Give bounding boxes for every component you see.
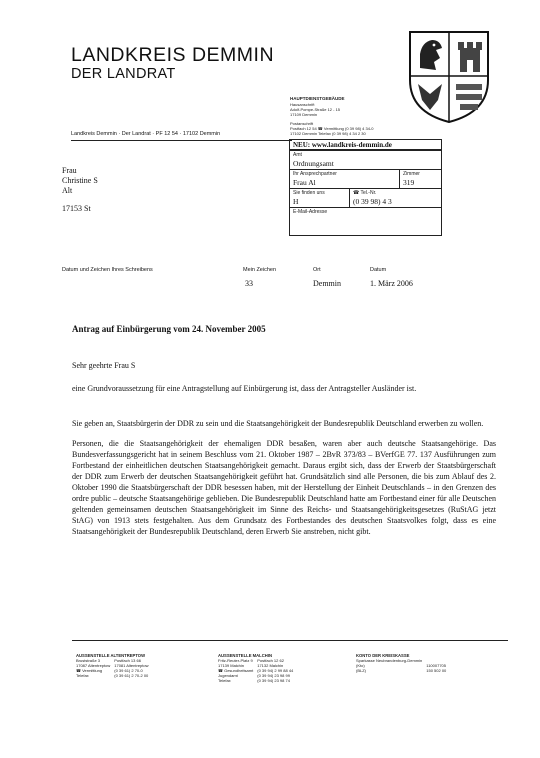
hq-address-line: Adolf-Pompe-Straße 12 - 15: [290, 107, 341, 112]
sender-divider: [71, 140, 292, 141]
salutation: Sehr geehrte Frau S: [72, 361, 136, 370]
footer-cell: (BLZ): [356, 668, 366, 673]
footer-cell: 17139 Malchin: [218, 663, 245, 668]
room-value: 319: [403, 178, 415, 187]
contact-cell: [290, 170, 400, 189]
dept-value: Ordnungsamt: [293, 159, 334, 168]
date-value: 1. März 2006: [370, 279, 413, 288]
your-ref-label: Datum und Zeichen Ihres Schreibens: [62, 267, 153, 273]
footer-cell: ☎ Vermittlung: [76, 668, 103, 673]
my-ref-value: 33: [245, 279, 253, 288]
footer-cell: (0 39 94) 23 98 74: [257, 678, 290, 683]
authority-subtitle: DER LANDRAT: [71, 66, 176, 82]
footer-cell: (Kto): [356, 663, 365, 668]
post-address-line: Postfach 12 54 ☎ Vermittlung (0 39 98) 4 34-0: [290, 126, 374, 131]
place-label: Ort: [313, 267, 321, 273]
footer-divider: [72, 640, 508, 641]
hq-address: [290, 102, 340, 117]
hq-address-title: HAUPTDIENSTGEBÄUDE: [290, 96, 345, 101]
footer-cell: ☎ Gesundheitsamt: [218, 668, 254, 673]
dept-label: Amt: [293, 152, 302, 158]
footer-table: [76, 658, 153, 678]
coat-of-arms-icon: [406, 28, 492, 124]
hq-address-line: 17109 Demmin: [290, 112, 318, 117]
date-label: Datum: [370, 267, 387, 273]
footer-cell: Fritz-Reuter-Platz 9: [218, 658, 253, 663]
recipient-address: [62, 166, 98, 196]
website-label: NEU:: [293, 141, 311, 149]
footer-cell: Postfach 13 66: [114, 658, 141, 663]
footer-cell: Jugendamt: [218, 673, 238, 678]
email-cell: [290, 208, 441, 235]
authority-title: LANDKREIS DEMMIN: [71, 44, 275, 66]
footer-heading: KONTO DER KREISKASSE: [356, 653, 410, 658]
footer-heading: AUSSENSTELLE ALTENTREPTOW: [76, 653, 146, 658]
room-cell: [400, 170, 441, 189]
contact-value: Frau Al: [293, 178, 316, 187]
phone-label: ☎ Tel.-Nr.: [353, 190, 377, 196]
location-cell: [290, 189, 350, 208]
footer-cell: Telefax: [76, 673, 89, 678]
dept-cell: [290, 151, 441, 170]
footer-table: [356, 658, 450, 673]
body-paragraph: Sie geben an, Staatsbürgerin der DDR zu sein und die Staatsangehörigkeit der Bundesrepublik Deutschland erwerben zu wollen.: [72, 419, 484, 428]
body-paragraph: Personen, die die Staatsangehörigkeit der ehemaligen DDR besaßen, waren aber auch deutsche Staatsangehörige. Das Bundesverfassungsgericht hat in seinem Beschluss vom 21. Oktober 1987 – 2BvR 373/83 – BVerfGE 77. 137 Ausführungen zum Fortbestand der einheitlichen deutschen Staatsangehörigkeit gemacht. Daraus ergibt sich, dass der Erwerb der Staatsbürgerschaft der DDR zum Erwerb der deutschen Staatsangehörigkeit geführt hat. Grundsätzlich sind alle Personen, die bis zum Ablauf des 2. Oktober 1990 die Staatsbürgerschaft der DDR besessen haben, mit der Herstellung der Einheit Deutschlands – in den Grenzen des ordre public – deutsche Staatsangehörige geblieben. Die Bundesrepublik Deutschland hatte am Fortbestand einer für alle Deutschen geltenden gemeinsamen deutschen Staatsangehörigkeit im Sinne des Reichs- und Staatsangehörigkeitsgesetzes (RuStAG jetzt StAG) von 1913 stets festgehalten. Aus dem Grundsatz des Fortbestandes des deutschen Staatsvolkes folgt, dass es eine Staatsangehörigkeit der Bundesrepublik Deutschland, deren Erwerb Sie anstreben, nicht gibt.: [72, 439, 496, 536]
room-label: Zimmer: [403, 171, 420, 177]
footer-cell: (0 39 94) 2 99 88 44: [257, 668, 294, 673]
recipient-line: Frau: [62, 166, 77, 175]
footer-cell: 150 502 00: [426, 668, 447, 673]
footer-heading: AUSSENSTELLE MALCHIN: [218, 653, 272, 658]
recipient-line: Christine S: [62, 176, 98, 185]
website-link[interactable]: www.landkreis-demmin.de: [311, 141, 392, 149]
footer-cell: Postfach 12 62: [257, 658, 284, 663]
footer-cell: 110007705: [426, 663, 446, 668]
footer-cell: (0 39 61) 2 70-2 00: [114, 673, 149, 678]
footer-cell: 17081 Altentreptow: [114, 663, 149, 668]
post-address-title: Postanschrift: [290, 121, 314, 126]
phone-value: (0 39 98) 4 3: [353, 197, 392, 206]
recipient-zip-city: 17153 St: [62, 204, 91, 213]
footer-bank-account: [356, 653, 450, 673]
body-paragraph: eine Grundvoraussetzung für eine Antragstellung auf Einbürgerung ist, dass der Antragsteller Ausländer ist.: [72, 384, 417, 393]
footer-cell: Bruststraße 3: [76, 658, 101, 663]
footer-cell: 17087 Altentreptow: [76, 663, 111, 668]
footer-table: [218, 658, 297, 683]
contact-label: Ihr Ansprechpartner: [293, 171, 337, 177]
post-address: [290, 126, 410, 136]
my-ref-label: Mein Zeichen: [243, 267, 277, 273]
website-notice: [289, 139, 442, 150]
hq-address-line: Hausanschrift: [290, 102, 315, 107]
footer-cell: Telefax: [218, 678, 231, 683]
footer-cell: Sparkasse Neubrandenburg-Demmin: [356, 658, 423, 663]
place-value: Demmin: [313, 279, 341, 288]
footer-office-altentreptow: [76, 653, 153, 678]
phone-cell: [350, 189, 441, 208]
contact-info-table: [289, 150, 442, 236]
footer-office-malchin: [218, 653, 297, 683]
recipient-line: Alt: [62, 186, 73, 195]
footer-cell: (0 39 61) 2 70-0: [114, 668, 143, 673]
sender-return-address: Landkreis Demmin · Der Landrat · PF 12 54 · 17102 Demmin: [71, 131, 221, 137]
footer-cell: (0 39 94) 23 98 99: [257, 673, 290, 678]
location-label: Sie finden uns: [293, 190, 325, 196]
email-label: E-Mail-Adresse: [293, 209, 328, 215]
letter-subject: Antrag auf Einbürgerung vom 24. November 2005: [72, 324, 266, 334]
post-address-line: 17102 Demmin Telefax (0 39 98) 4 34 2 30: [290, 131, 366, 136]
location-value: H: [293, 197, 299, 206]
footer-cell: 17132 Malchin: [257, 663, 284, 668]
